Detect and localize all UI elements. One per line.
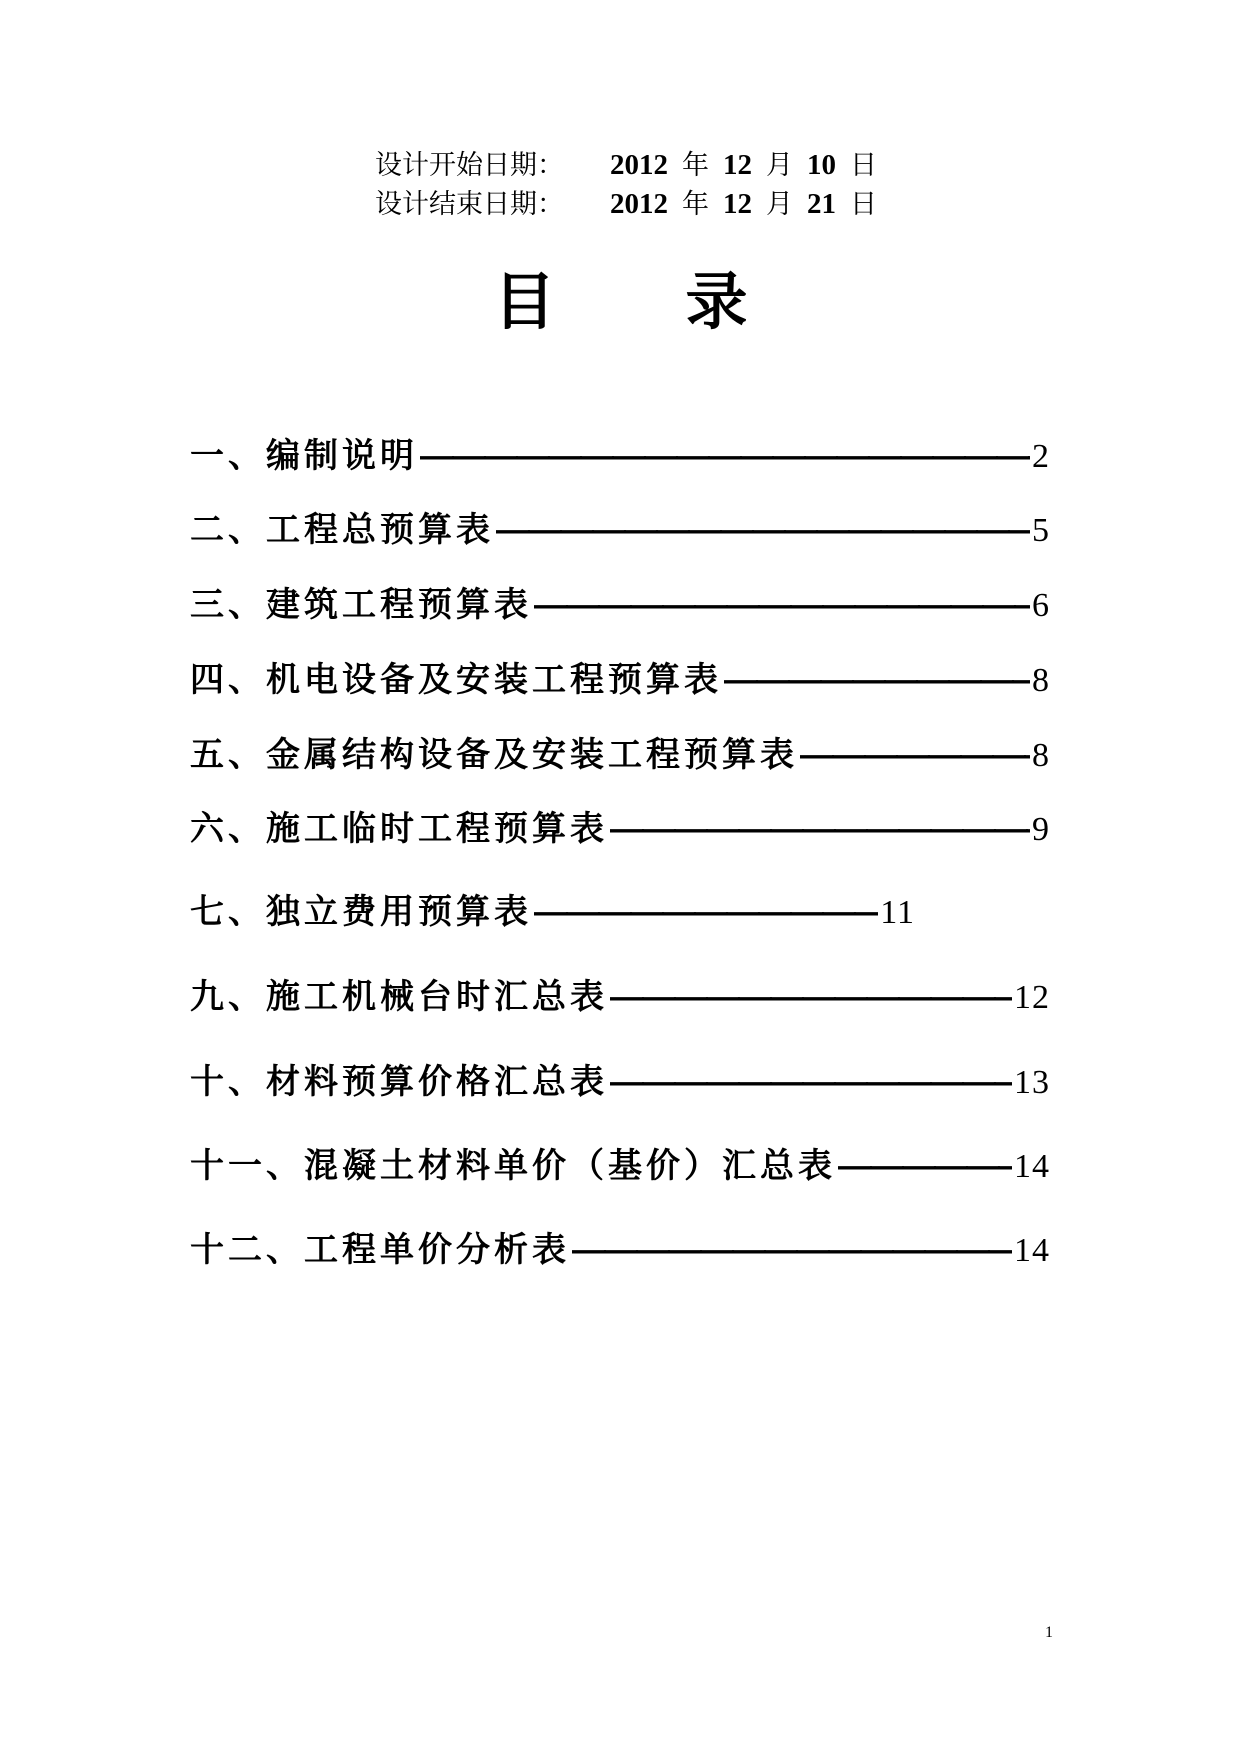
- toc-entry[interactable]: [190, 975, 1050, 1020]
- toc-leader: [724, 658, 1030, 702]
- toc-entry-label: 六、施工临时工程预算表: [190, 809, 608, 849]
- toc-title: [0, 262, 1241, 342]
- design-end-date: [375, 185, 891, 224]
- toc-leader: [572, 1228, 1012, 1272]
- end-month: 12: [723, 188, 752, 220]
- toc-entry-label: 九、施工机械台时汇总表: [190, 977, 608, 1017]
- toc-entry-page: 8: [1032, 737, 1050, 774]
- toc-entry-label: 二、工程总预算表: [190, 510, 494, 550]
- toc-entry[interactable]: [190, 583, 1050, 628]
- toc-entry[interactable]: [190, 1060, 1050, 1105]
- toc-leader: [420, 434, 1030, 478]
- toc-entry-page: 9: [1032, 811, 1050, 848]
- start-date-label: 设计开始日期：: [375, 150, 564, 181]
- toc-entry-label: 一、编制说明: [190, 436, 418, 476]
- start-day-unit: 日: [850, 150, 877, 181]
- end-day: 21: [807, 188, 836, 220]
- toc-title-char-1: 目: [493, 265, 556, 338]
- toc-entry-page: 2: [1032, 438, 1050, 475]
- toc-leader: [534, 890, 878, 934]
- toc-entry-page: 14: [1014, 1232, 1050, 1269]
- toc-entry[interactable]: [190, 658, 1050, 703]
- design-start-date: [375, 146, 891, 185]
- toc-title-gap: [556, 262, 686, 342]
- toc-entry-page: 14: [1014, 1148, 1050, 1185]
- toc-entry[interactable]: [190, 1228, 1050, 1273]
- toc-leader: [496, 508, 1030, 552]
- start-month: 12: [723, 149, 752, 181]
- toc-entry-label: 十二、工程单价分析表: [190, 1230, 570, 1270]
- toc-leader: [534, 583, 1030, 627]
- toc-entry[interactable]: [190, 733, 1050, 778]
- toc-leader: [610, 807, 1030, 851]
- toc-entry[interactable]: [190, 434, 1050, 479]
- start-day: 10: [807, 149, 836, 181]
- end-month-unit: 月: [766, 189, 793, 220]
- start-year-unit: 年: [682, 150, 709, 181]
- toc-entry-label: 五、金属结构设备及安装工程预算表: [190, 735, 798, 775]
- toc-entry-page: 12: [1014, 979, 1050, 1016]
- toc-leader: [610, 1060, 1012, 1104]
- toc-entry-page: 13: [1014, 1064, 1050, 1101]
- end-year: 2012: [610, 188, 668, 220]
- toc-entry[interactable]: [190, 508, 1050, 553]
- toc-title-char-2: 录: [685, 265, 748, 338]
- toc-entry-label: 十、材料预算价格汇总表: [190, 1062, 608, 1102]
- toc-entry-page: 5: [1032, 512, 1050, 549]
- toc-entry-label: 三、建筑工程预算表: [190, 585, 532, 625]
- end-day-unit: 日: [850, 189, 877, 220]
- end-year-unit: 年: [682, 189, 709, 220]
- design-dates: [375, 146, 891, 224]
- page-number: 1: [1045, 1624, 1053, 1641]
- start-year: 2012: [610, 149, 668, 181]
- toc-entry-page: 8: [1032, 662, 1050, 699]
- end-date-label: 设计结束日期：: [375, 189, 564, 220]
- toc-leader: [610, 975, 1012, 1019]
- toc-entry-label: 七、独立费用预算表: [190, 892, 532, 932]
- toc-entry-page: 11: [880, 894, 915, 931]
- toc-entry-page: 6: [1032, 587, 1050, 624]
- toc-leader: [838, 1144, 1012, 1188]
- toc-entry[interactable]: [190, 890, 915, 935]
- toc-entry[interactable]: [190, 807, 1050, 852]
- toc-entry[interactable]: [190, 1144, 1050, 1189]
- toc-leader: [800, 733, 1030, 777]
- start-month-unit: 月: [766, 150, 793, 181]
- toc-entry-label: 十一、混凝土材料单价（基价）汇总表: [190, 1146, 836, 1186]
- toc-entry-label: 四、机电设备及安装工程预算表: [190, 660, 722, 700]
